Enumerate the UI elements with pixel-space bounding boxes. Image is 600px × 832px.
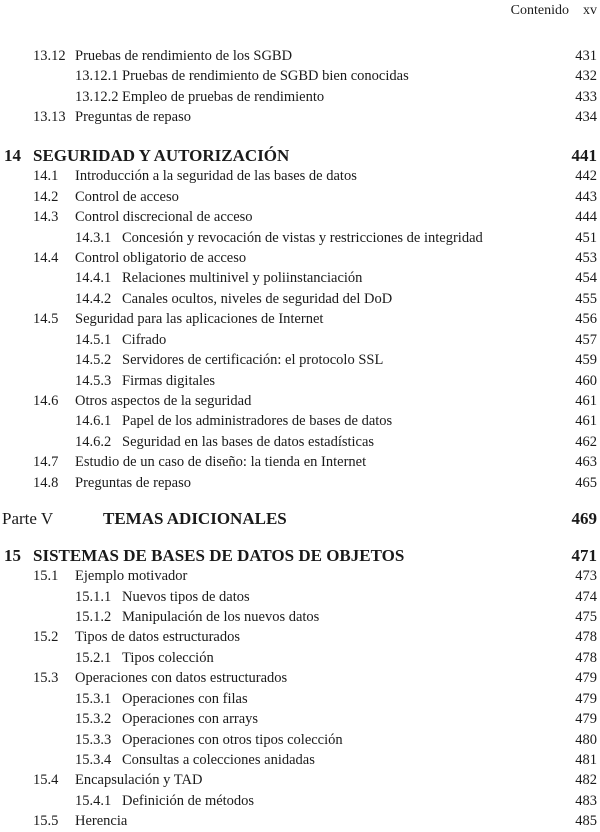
entry-page: 441 — [571, 145, 597, 165]
entry-number: 14.2 — [33, 188, 59, 205]
entry-title: Operaciones con arrays — [122, 711, 259, 728]
toc-section[interactable] — [0, 207, 600, 227]
entry-number: 14.4.2 — [75, 290, 112, 307]
entry-title: Estudio de un caso de diseño: la tienda en Internet — [75, 454, 367, 471]
entry-title: Encapsulación y TAD — [75, 772, 203, 789]
entry-page: 457 — [575, 331, 597, 348]
entry-title: Empleo de pruebas de rendimiento — [122, 88, 325, 105]
entry-page: 479 — [575, 690, 597, 707]
entry-page: 432 — [575, 68, 597, 85]
entry-page: 480 — [575, 731, 597, 748]
entry-page: 453 — [575, 249, 597, 266]
running-header — [497, 3, 597, 19]
entry-title: Firmas digitales — [122, 372, 216, 389]
entry-page: 482 — [575, 772, 597, 789]
entry-number: 15.3.3 — [75, 731, 112, 748]
entry-title: Concesión y revocación de vistas y restricciones de integridad — [122, 229, 483, 246]
toc-section[interactable] — [0, 46, 600, 66]
entry-page: 434 — [575, 109, 597, 126]
toc-subsection[interactable] — [0, 411, 600, 431]
toc-subsection[interactable] — [0, 228, 600, 248]
toc-section[interactable] — [0, 166, 600, 186]
toc-section[interactable] — [0, 309, 600, 329]
toc-subsection[interactable] — [0, 689, 600, 709]
entry-page: 471 — [571, 545, 597, 565]
entry-number: 14 — [4, 145, 21, 165]
entry-number: 15.3.2 — [75, 711, 112, 728]
entry-page: 465 — [575, 474, 597, 491]
entry-page: 459 — [575, 352, 597, 369]
entry-number: 14.1 — [33, 168, 59, 185]
toc-subsection[interactable] — [0, 791, 600, 811]
toc-subsection[interactable] — [0, 330, 600, 350]
table-of-contents — [0, 46, 600, 832]
toc-subsection[interactable] — [0, 66, 600, 86]
entry-page: 474 — [575, 588, 597, 605]
toc-section[interactable] — [0, 811, 600, 831]
entry-number: 14.3.1 — [75, 229, 112, 246]
toc-section[interactable] — [0, 452, 600, 472]
entry-number: 14.6.2 — [75, 433, 112, 450]
entry-page: 461 — [575, 413, 597, 430]
toc-subsection[interactable] — [0, 289, 600, 309]
entry-title: Operaciones con datos estructurados — [75, 670, 288, 687]
entry-number: 14.6 — [33, 393, 59, 409]
toc-subsection[interactable] — [0, 607, 600, 627]
entry-page: 451 — [575, 229, 597, 246]
entry-number: 15.3.4 — [75, 752, 112, 768]
entry-title: Seguridad para las aplicaciones de Internet — [75, 311, 324, 328]
entry-number: 13.12.2 — [75, 88, 119, 105]
toc-chapter[interactable] — [0, 546, 600, 566]
entry-title: Manipulación de los nuevos datos — [122, 608, 320, 625]
entry-number: Parte V — [2, 509, 54, 529]
entry-page: 443 — [575, 188, 597, 205]
entry-title: Nuevos tipos de datos — [122, 588, 250, 605]
entry-title: Control de acceso — [75, 188, 179, 205]
entry-title: Introducción a la seguridad de las bases de datos — [75, 168, 357, 185]
entry-number: 15.3 — [33, 670, 59, 687]
entry-page: 444 — [575, 209, 597, 226]
entry-title: Canales ocultos, niveles de seguridad del DoD — [122, 290, 393, 307]
entry-number: 14.8 — [33, 474, 59, 491]
entry-number: 14.5.2 — [75, 352, 112, 369]
entry-number: 15.1.1 — [75, 588, 112, 605]
entry-page: 479 — [575, 711, 597, 728]
entry-title: Papel de los administradores de bases de datos — [122, 413, 393, 430]
entry-number: 15.3.1 — [75, 690, 112, 707]
entry-number: 14.5 — [33, 311, 59, 328]
entry-page: 454 — [575, 270, 597, 287]
entry-number: 15.2 — [33, 629, 59, 646]
toc-section[interactable] — [0, 627, 600, 647]
entry-number: 14.6.1 — [75, 413, 112, 430]
entry-page: 461 — [575, 393, 597, 409]
entry-number: 13.12 — [33, 48, 66, 64]
entry-number: 14.5.1 — [75, 331, 112, 348]
entry-page: 462 — [575, 433, 597, 450]
entry-page: 456 — [575, 311, 597, 328]
entry-title: Operaciones con otros tipos colección — [122, 731, 343, 748]
entry-title: Pruebas de rendimiento de SGBD bien conocidas — [122, 68, 409, 85]
toc-subsection[interactable] — [0, 268, 600, 288]
toc-subsection[interactable] — [0, 350, 600, 370]
entry-title: SISTEMAS DE BASES DE DATOS DE OBJETOS — [33, 545, 405, 565]
header-title: Contenido — [510, 3, 569, 18]
toc-subsection[interactable] — [0, 750, 600, 770]
entry-title: Pruebas de rendimiento de los SGBD — [75, 48, 293, 64]
entry-title: Preguntas de repaso — [75, 474, 191, 491]
entry-title: Control obligatorio de acceso — [75, 249, 247, 266]
entry-title: Otros aspectos de la seguridad — [75, 393, 252, 409]
entry-page: 469 — [571, 509, 597, 529]
header-page-number: xv — [583, 3, 597, 18]
entry-title: Consultas a colecciones anidadas — [122, 752, 315, 768]
entry-page: 478 — [575, 629, 597, 646]
entry-number: 15.1 — [33, 568, 59, 585]
entry-number: 13.12.1 — [75, 68, 119, 85]
entry-page: 479 — [575, 670, 597, 687]
entry-title: Tipos colección — [122, 649, 214, 666]
entry-page: 485 — [575, 813, 597, 830]
toc-subsection[interactable] — [0, 371, 600, 391]
entry-page: 481 — [575, 752, 597, 768]
entry-page: 431 — [575, 48, 597, 64]
toc-subsection[interactable] — [0, 432, 600, 452]
entry-number: 13.13 — [33, 109, 66, 126]
entry-number: 15 — [4, 545, 21, 565]
entry-title: Servidores de certificación: el protocolo SSL — [122, 352, 384, 369]
entry-number: 15.1.2 — [75, 608, 112, 625]
toc-section[interactable] — [0, 248, 600, 268]
toc-section[interactable] — [0, 107, 600, 127]
toc-section[interactable] — [0, 187, 600, 207]
toc-section[interactable] — [0, 566, 600, 586]
toc-section[interactable] — [0, 473, 600, 493]
toc-subsection[interactable] — [0, 587, 600, 607]
entry-page: 460 — [575, 372, 597, 389]
entry-number: 14.3 — [33, 209, 59, 226]
entry-page: 463 — [575, 454, 597, 471]
entry-page: 483 — [575, 792, 597, 809]
entry-page: 433 — [575, 88, 597, 105]
entry-number: 15.2.1 — [75, 649, 112, 666]
toc-part[interactable] — [0, 509, 600, 529]
entry-title: Herencia — [75, 813, 128, 830]
entry-title: Relaciones multinivel y poliinstanciación — [122, 270, 363, 287]
entry-number: 15.5 — [33, 813, 59, 830]
entry-number: 14.7 — [33, 454, 59, 471]
entry-number: 14.4 — [33, 249, 59, 266]
entry-title: Control discrecional de acceso — [75, 209, 253, 226]
entry-page: 478 — [575, 649, 597, 666]
entry-page: 475 — [575, 608, 597, 625]
entry-title: Seguridad en las bases de datos estadísticas — [122, 433, 375, 450]
entry-number: 14.4.1 — [75, 270, 112, 287]
entry-title: SEGURIDAD Y AUTORIZACIÓN — [33, 145, 290, 165]
toc-subsection[interactable] — [0, 87, 600, 107]
toc-subsection[interactable] — [0, 648, 600, 668]
entry-number: 14.5.3 — [75, 372, 112, 389]
entry-title: Ejemplo motivador — [75, 568, 188, 585]
entry-number: 15.4 — [33, 772, 59, 789]
toc-chapter[interactable] — [0, 146, 600, 166]
entry-page: 473 — [575, 568, 597, 585]
toc-section[interactable] — [0, 770, 600, 790]
entry-page: 455 — [575, 290, 597, 307]
entry-title: Definición de métodos — [122, 792, 255, 809]
toc-subsection[interactable] — [0, 730, 600, 750]
entry-title: Cifrado — [122, 331, 167, 348]
entry-title: Preguntas de repaso — [75, 109, 191, 126]
entry-title: TEMAS ADICIONALES — [103, 509, 287, 529]
toc-section[interactable] — [0, 391, 600, 411]
entry-page: 442 — [575, 168, 597, 185]
entry-number: 15.4.1 — [75, 792, 112, 809]
toc-subsection[interactable] — [0, 709, 600, 729]
toc-section[interactable] — [0, 668, 600, 688]
entry-title: Operaciones con filas — [122, 690, 248, 707]
entry-title: Tipos de datos estructurados — [75, 629, 240, 646]
